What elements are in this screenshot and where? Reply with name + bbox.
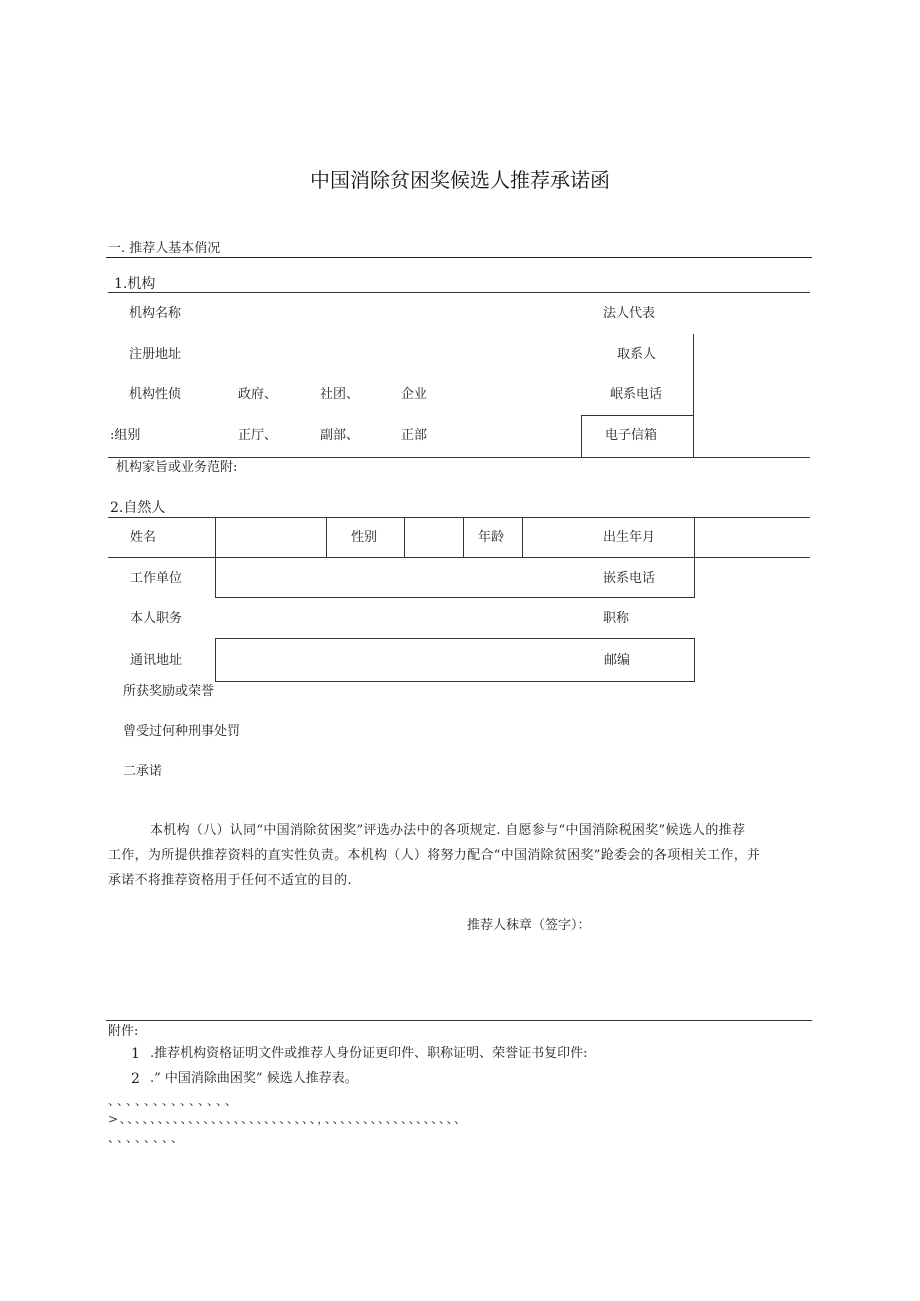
person-gender-label: 性别: [351, 530, 378, 545]
section1-heading: 一. 推荐人基本俏况: [108, 241, 221, 256]
person-age-left-border: [463, 517, 464, 558]
trailing-marks-line-2: >、、、、、、、、、、、、、、、、、、、、、、、、、、，、、、、、、、、、、、、、、、、、、: [108, 1112, 468, 1126]
person-employer-input[interactable]: [216, 559, 576, 596]
org-name-label: 机构名称: [129, 306, 182, 321]
person-gender-value-border: [404, 517, 405, 558]
person-title-label: 职称: [603, 611, 630, 626]
org-nature-label: 机构性侦: [129, 387, 182, 402]
org-level-option-vice-ministry[interactable]: 副部、: [320, 428, 360, 443]
org-phone-label: 岷系电话: [610, 387, 663, 402]
person-phone-label: 嵌系电话: [603, 571, 656, 586]
attachments-divider: [106, 1020, 812, 1021]
org-level-option-bureau[interactable]: 正厅、: [238, 428, 278, 443]
attachment-1-text: .推荐机构资格证明文件或推荐人身份证更印件、职称证明、荣誉证书复印件:: [150, 1046, 588, 1061]
org-contact-right-border: [693, 334, 694, 457]
org-scope-label: 机构家旨或业务范附:: [116, 460, 238, 475]
person-name-label: 姓名: [130, 530, 157, 545]
document-title: 中国消除贫困奖候选人推荐承诺函: [310, 168, 610, 192]
org-email-top-border: [581, 415, 693, 416]
signature-label: 推荐人秣章（签字）：: [467, 918, 591, 933]
org-email-left-border: [581, 415, 582, 457]
person-position-label: 本人职务: [130, 611, 183, 626]
org-nature-option-enterprise[interactable]: 企业: [401, 387, 428, 402]
org-reg-address-label: 注册地址: [129, 347, 182, 362]
org-level-option-ministry[interactable]: 正部: [401, 428, 428, 443]
person-gender-left-border: [326, 517, 327, 558]
org-nature-option-association[interactable]: 社团、: [320, 387, 360, 402]
person-employer-bottom-border: [215, 597, 694, 598]
section2-heading: 二承诺: [123, 764, 163, 779]
person-postcode-label: 邮编: [604, 653, 631, 668]
org-heading: 1.机构: [114, 276, 156, 292]
org-nature-option-government[interactable]: 政府、: [238, 387, 278, 402]
person-awards-label: 所获奖励或荣誉: [123, 684, 215, 699]
org-email-label: 电子信箱: [605, 428, 658, 443]
org-contact-label: 取系人: [617, 347, 657, 362]
attachments-heading: 附件:: [108, 1024, 139, 1039]
trailing-marks-line-1: 、、、、、、、、、、、、、、: [108, 1094, 241, 1108]
commitment-line-3: 承诺不将推荐资格用于任何不适宜的目的.: [108, 873, 352, 888]
person-row1-divider: [108, 557, 810, 558]
org-divider: [108, 292, 810, 293]
commitment-line-2: 工作，为所提供推荐资料的直实性负责。本机构（人）将努力配合“中国消除贫困奖”跄委会的各项相关工作，并: [108, 848, 761, 863]
person-heading: 2.自然人: [110, 500, 166, 516]
trailing-marks-line-3: 、、、、、、、、: [108, 1131, 187, 1145]
section1-divider: [106, 257, 812, 258]
person-age-value-border: [522, 517, 523, 558]
org-level-label: :组别: [110, 428, 141, 443]
person-employer-label: 工作单位: [130, 571, 183, 586]
person-birth-label: 出生年月: [603, 530, 656, 545]
person-age-label: 年龄: [478, 530, 505, 545]
attachment-2-text: .” 中国消除曲困奖” 候选人推荐表。: [150, 1071, 358, 1086]
org-bottom-divider: [108, 457, 810, 458]
attachment-2-number: 2: [131, 1071, 140, 1087]
org-legal-rep-label: 法人代表: [603, 306, 656, 321]
attachment-1-number: 1: [131, 1046, 140, 1062]
commitment-line-1: 本机构（八）认同“中国消除贫困奖”评选办法中的各项规定. 自愿参与“中国消除税困奖”候选人的推荐: [150, 823, 746, 838]
person-penalties-label: 曾受过何种刑事处罚: [123, 724, 241, 739]
person-top-divider: [108, 517, 810, 518]
person-address-label: 通讯地址: [130, 653, 183, 668]
